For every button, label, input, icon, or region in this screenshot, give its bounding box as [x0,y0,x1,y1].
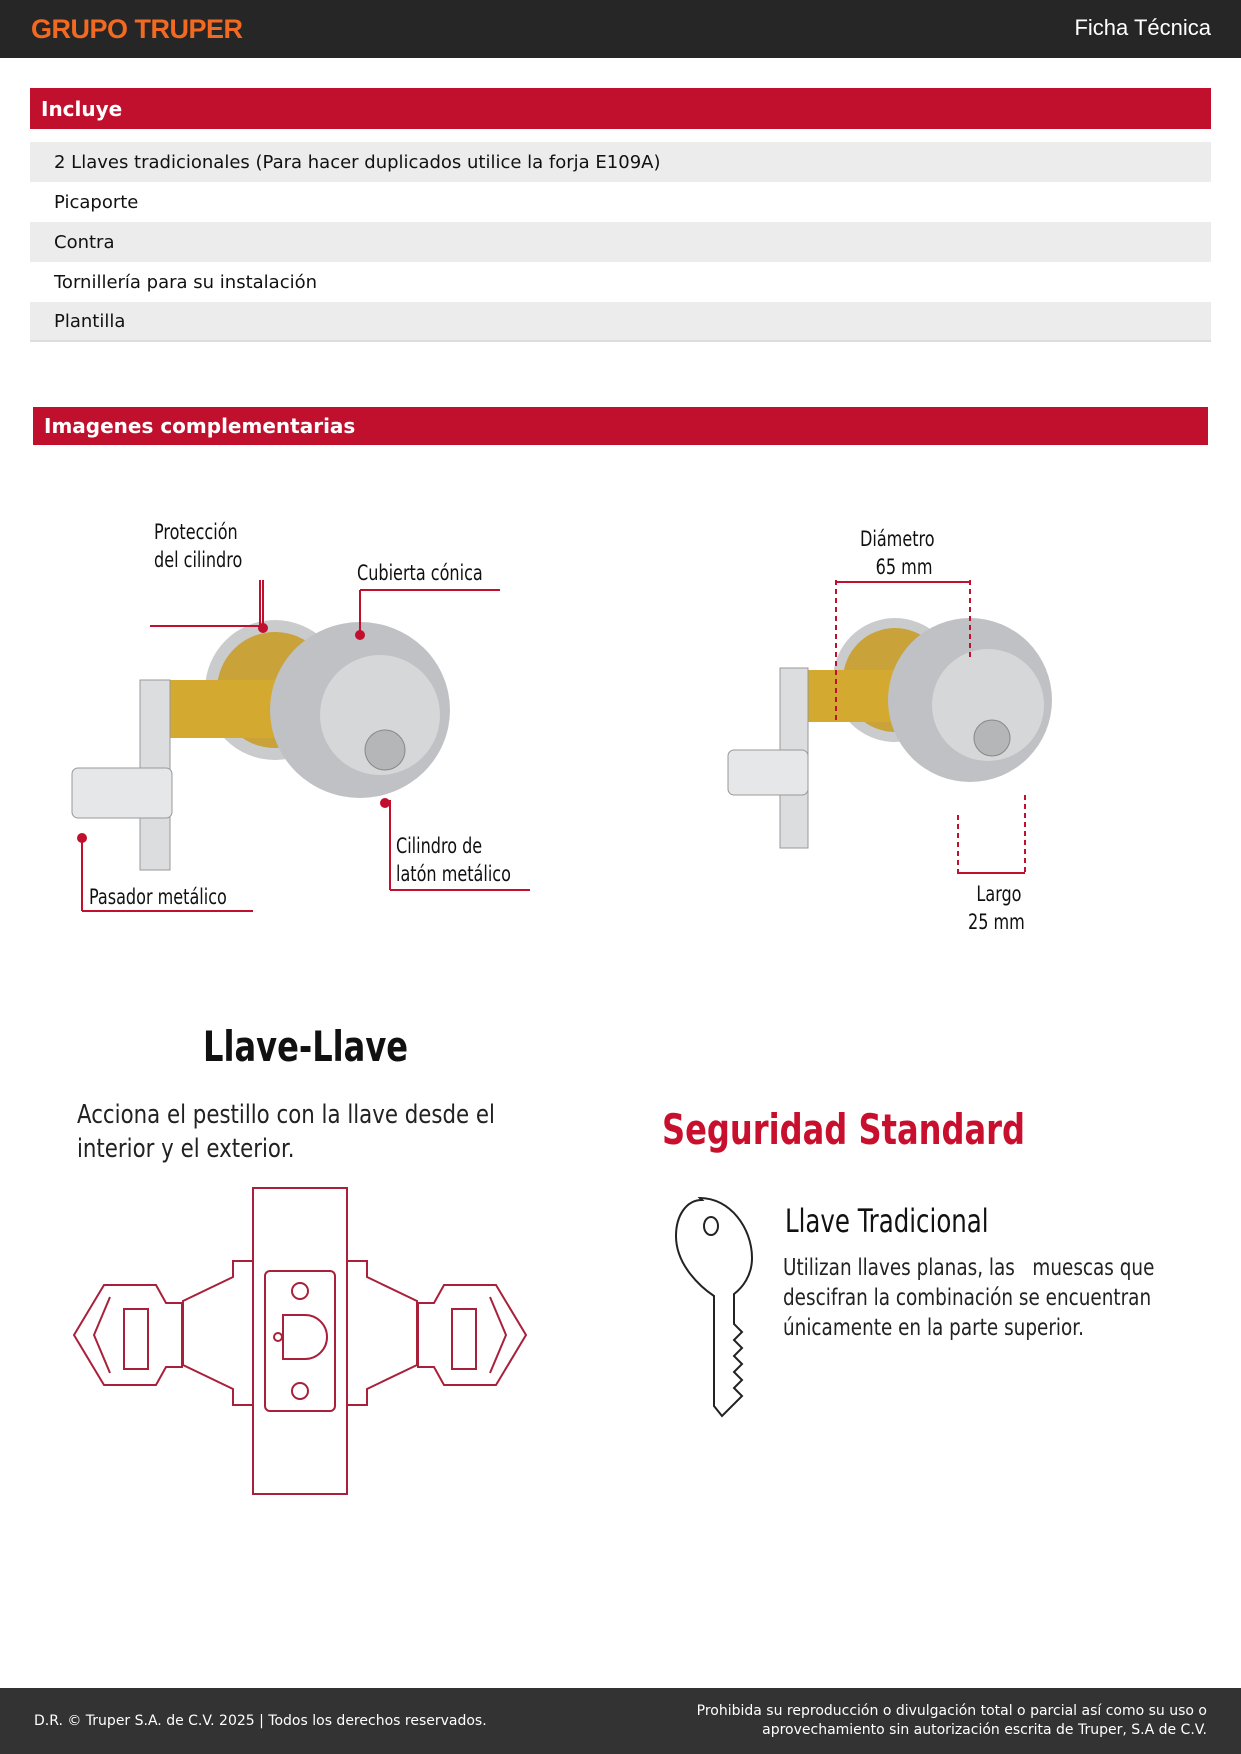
label-largo: Largo 25 mm [968,882,1025,934]
section-imagenes-title: Imagenes complementarias [33,407,1208,445]
list-item: 2 Llaves tradicionales (Para hacer duplicados utilice la forja E109A) [30,142,1211,182]
llave-llave-title: Llave-Llave [203,1022,409,1071]
seguridad-title: Seguridad Standard [662,1105,1025,1154]
header [0,0,1241,58]
label-pasador: Pasador metálico [89,885,227,909]
copyright: D.R. © Truper S.A. de C.V. 2025 | Todos los derechos reservados. [34,1713,487,1729]
list-item: Contra [30,222,1211,262]
section-incluye-title: Incluye [30,88,1211,129]
logo: GRUPO TRUPER [31,14,243,44]
page-title: Ficha Técnica [1074,15,1211,40]
list-item: Plantilla [30,302,1211,342]
list-item: Tornillería para su instalación [54,271,318,293]
dimension-lines [820,570,1040,880]
label-diametro: Diámetro 65 mm [860,527,935,579]
label-cubierta: Cubierta cónica [357,561,483,585]
legal-notice: Prohibida su reproducción o divulgación total o parcial así como su uso o aprovechamiento sin autorización escrita de Truper, S.A de C.V. [696,1703,1207,1738]
llave-tradicional-description: Utilizan llaves planas, las muescas que descifran la combinación se encuentran únicamente en la parte superior. [783,1255,1155,1341]
list-item: Picaporte [54,191,139,213]
llave-tradicional-title: Llave Tradicional [785,1202,989,1240]
footer [0,1688,1241,1754]
key-icon [670,1193,756,1419]
label-cilindro: Cilindro de latón metálico [396,834,511,886]
label-proteccion: Protección del cilindro [154,520,243,572]
llave-llave-description: Acciona el pestillo con la llave desde el interior y el exterior. [77,1100,495,1164]
llave-llave-diagram [70,1185,530,1497]
